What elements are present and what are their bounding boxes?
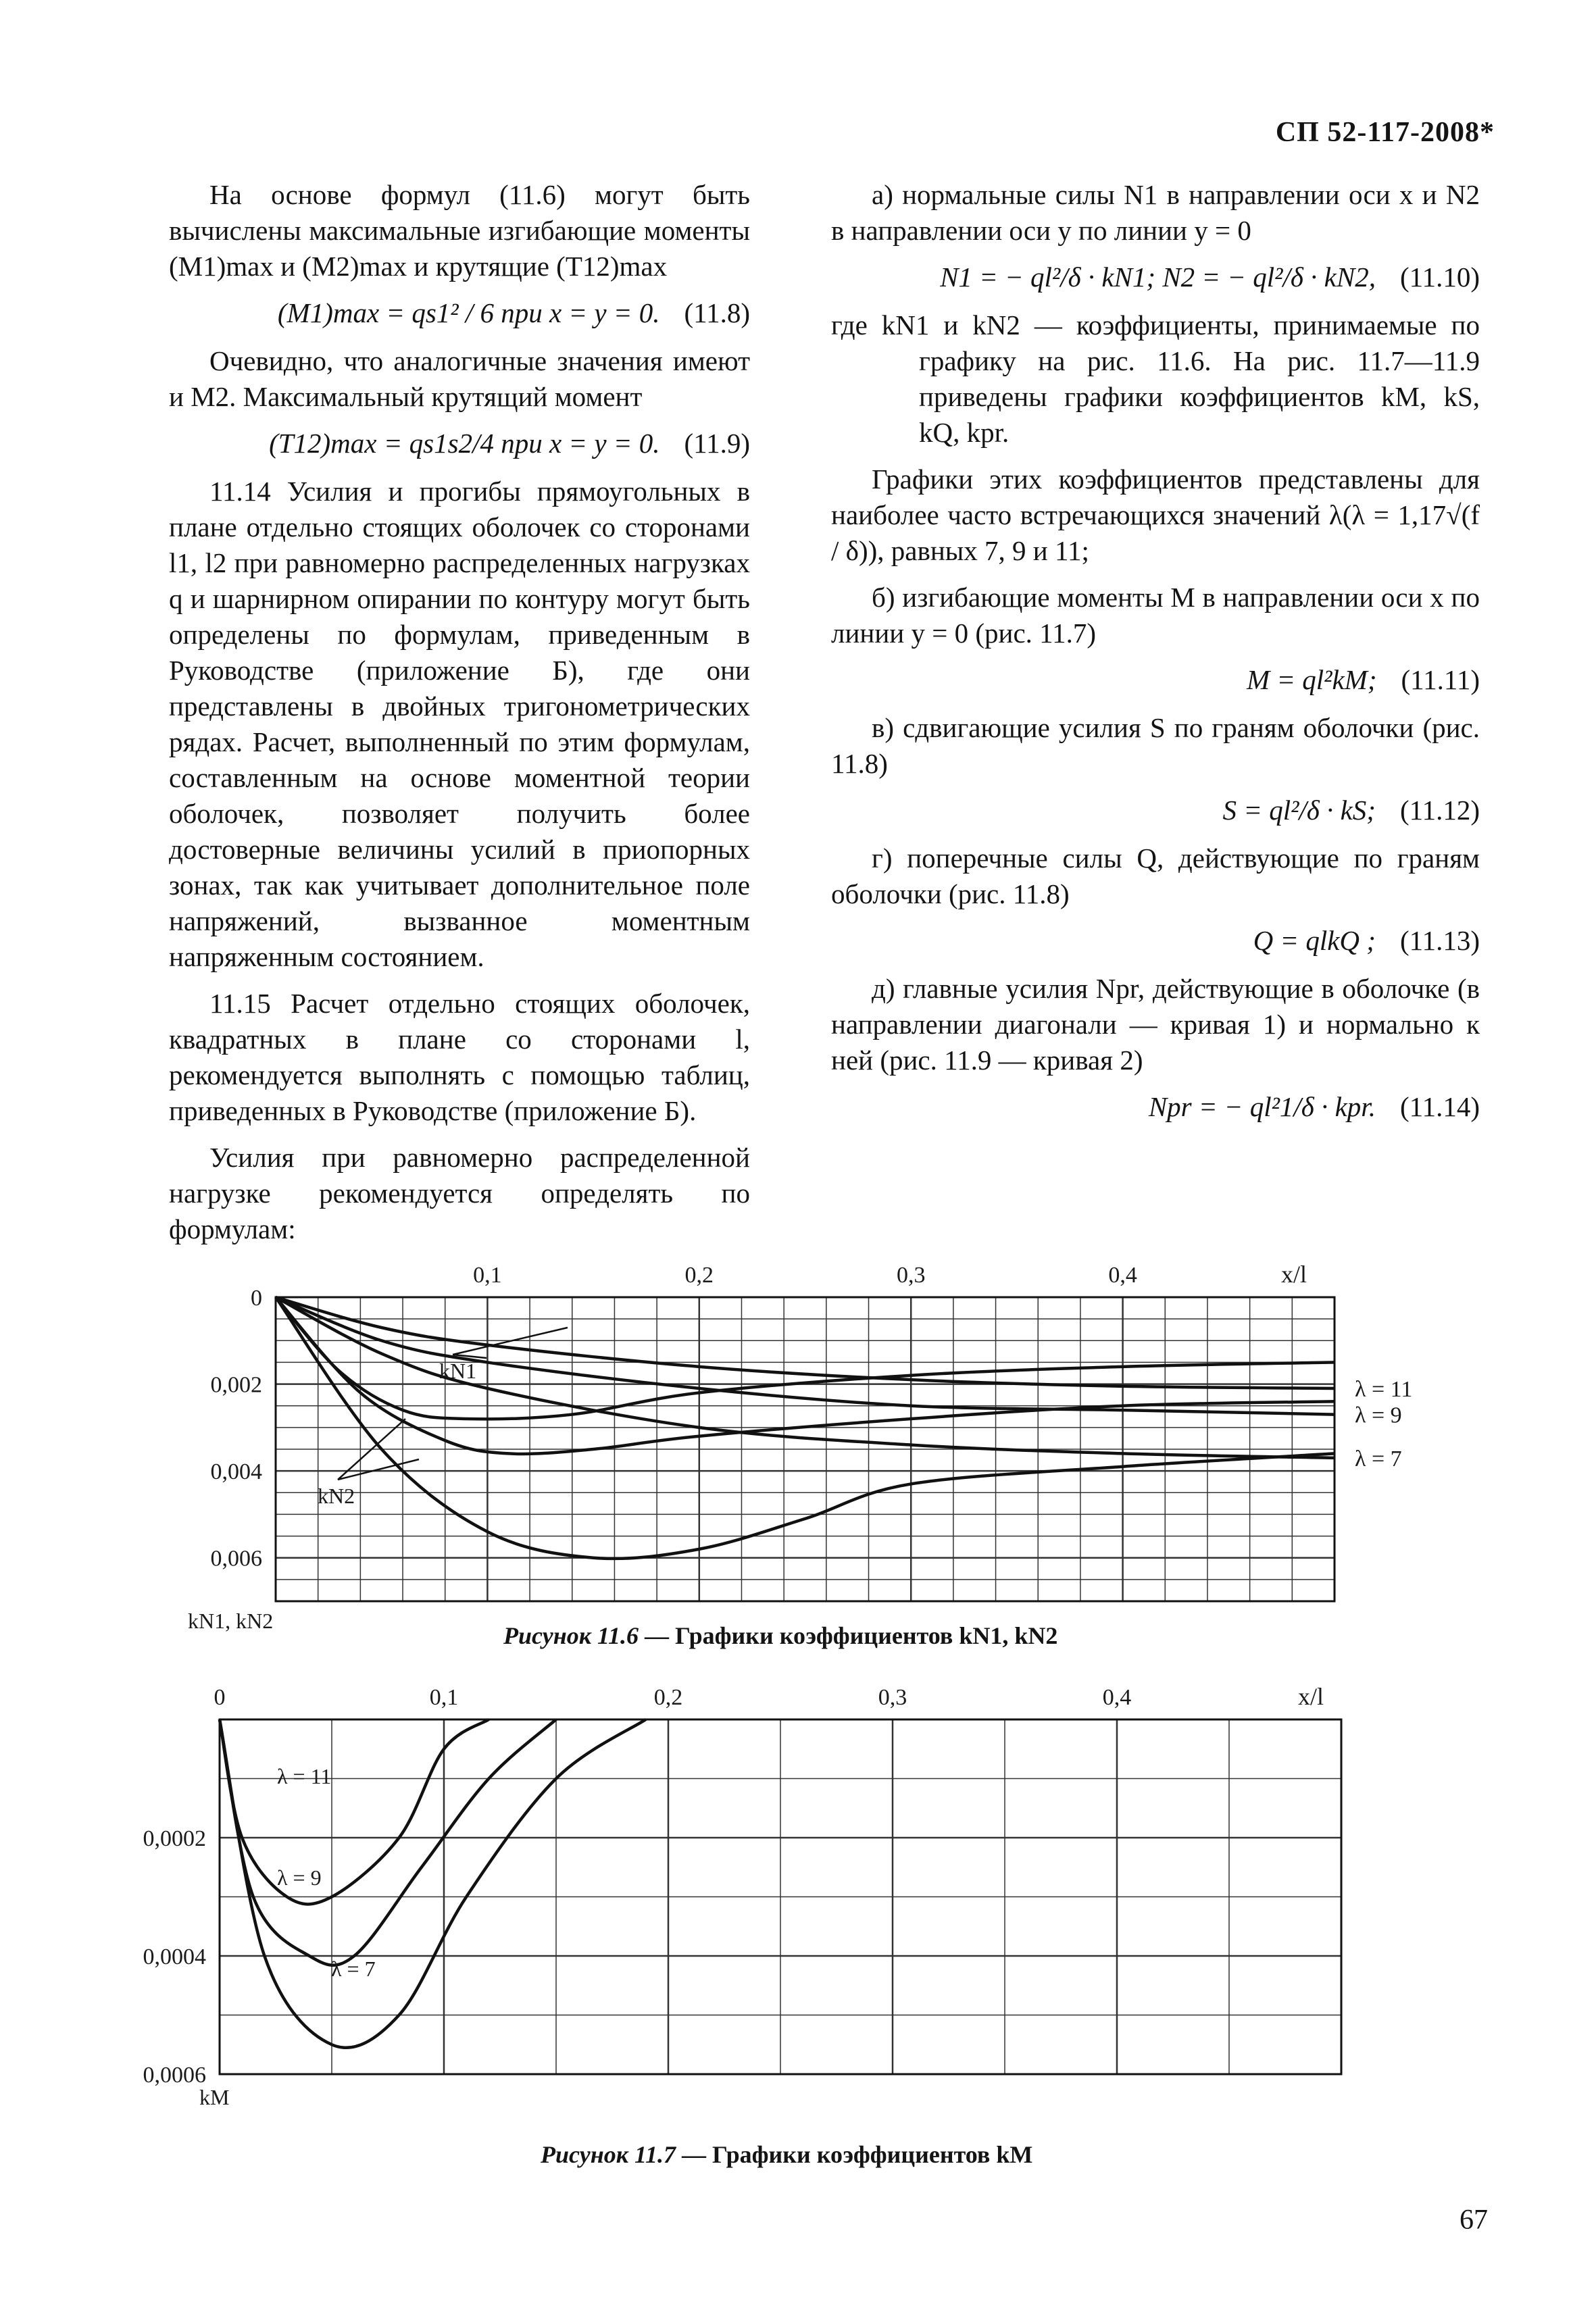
paragraph: Графики этих коэффициентов представлены для наиболее часто встречающихся значений λ(λ = 1,17√(f / δ)), равных 7, 9 и 11; (831, 463, 1480, 566)
series-line (220, 1719, 556, 1965)
paragraph: Усилия при равномерно распределенной нагрузке рекомендуется определять по формулам: (169, 1142, 750, 1244)
y-tick-label: 0 (251, 1286, 262, 1311)
formula-11-14: Npr = − ql²1/δ · kpr. (11.14) (1148, 1091, 1480, 1122)
paragraph-11-14: 11.14 Усилия и прогибы прямоугольных в плане отдельно стоящих оболочек со сторонами l1, l2 при равномерно распределенных нагрузках q и шарнирном опирании по контуру могут быть определены по формулам, приведенным в Руководстве (приложение Б), где они представлены в двойных тригонометрических рядах. Расчет, выполненный по этим формулам, составленным на основе моментной теории оболочек, позволяет получить более достоверные величины усилий в приопорных зонах, так как учитывает дополнительное поле напряжений, вызванное моментным напряженным состоянием. (169, 476, 750, 972)
figure-11-7-chart (143, 1683, 1342, 2109)
x-tick-label: 0,2 (653, 1685, 683, 1710)
figure-11-6-chart (188, 1261, 1412, 1633)
annotation-kN1: kN1 (439, 1359, 477, 1383)
item-b: б) изгибающие моменты M в направлении оси x по линии y = 0 (рис. 11.7) (831, 582, 1480, 649)
where-text: где kN1 и kN2 — коэффициенты, принимаемые по графику на рис. 11.6. На рис. 11.7—11.9 приведены графики коэффициентов kM, kS, kQ, kpr. (831, 309, 1480, 448)
y-axis-label: kM (199, 2085, 230, 2109)
y-tick-label: 0,004 (210, 1459, 262, 1485)
formula-11-8: (M1)max = qs1² / 6 при x = y = 0. (11.8) (277, 297, 750, 328)
formula-11-9: (T12)max = qs1s2/4 при x = y = 0. (11.9) (269, 428, 750, 459)
paragraph: Очевидно, что аналогичные значения имеют и M2. Максимальный крутящий момент (169, 345, 750, 412)
x-axis-label: x/l (1297, 1683, 1324, 1710)
x-axis-label: x/l (1280, 1261, 1307, 1288)
y-tick-label: 0,0002 (143, 1826, 206, 1851)
formula-11-12: S = ql²/δ · kS; (11.12) (1222, 795, 1480, 826)
figure-11-6-caption: Рисунок 11.6 — Графики коэффициентов kN1, kN2 (503, 1622, 1058, 1649)
y-tick-label: 0,0006 (143, 2063, 206, 2088)
y-tick-label: 0,0004 (143, 1944, 206, 1969)
y-axis-label: kN1, kN2 (188, 1609, 274, 1633)
y-tick-label: 0,002 (210, 1372, 262, 1398)
formula-11-10: N1 = − ql²/δ · kN1; N2 = − ql²/δ · kN2, (11.10) (940, 261, 1480, 293)
x-tick-label: 0,2 (684, 1263, 714, 1288)
formula-11-13: Q = qlkQ ; (11.13) (1253, 925, 1480, 956)
page-number: 67 (1460, 2205, 1488, 2236)
curve-label: λ = 11 (1355, 1377, 1413, 1402)
x-tick-label: 0,3 (896, 1263, 926, 1288)
series-line (276, 1297, 1335, 1415)
paragraph-11-15: 11.15 Расчет отдельно стоящих оболочек, квадратных в плане со сторонами l, рекомендуется выполнять с помощью таблиц, приведенных в Руководстве (приложение Б). (169, 988, 750, 1126)
item-a: а) нормальные силы N1 в направлении оси x и N2 в направлении оси y по линии y = 0 (831, 179, 1480, 246)
x-tick-label: 0,1 (429, 1685, 459, 1710)
item-v: в) сдвигающие усилия S по граням оболочки (рис. 11.8) (831, 712, 1480, 779)
document-code: СП 52-117-2008* (1275, 117, 1495, 148)
series-line (276, 1297, 1335, 1458)
curve-label: λ = 9 (277, 1865, 322, 1890)
x-tick-label: 0,1 (473, 1263, 502, 1288)
x-tick-label: 0,4 (1102, 1685, 1132, 1710)
paragraph: На основе формул (11.6) могут быть вычислены максимальные изгибающие моменты (M1)max и (M2)max и крутящие (T12)max (169, 179, 750, 282)
x-tick-label: 0 (214, 1685, 226, 1710)
annotation-kN2: kN2 (318, 1484, 355, 1508)
x-tick-label: 0,3 (878, 1685, 907, 1710)
y-tick-label: 0,006 (210, 1546, 262, 1571)
x-tick-label: 0,4 (1108, 1263, 1137, 1288)
curve-label: λ = 7 (331, 1957, 376, 1981)
formula-11-11: M = ql²kM; (11.11) (1246, 664, 1480, 695)
series-line (276, 1297, 1335, 1419)
curve-label: λ = 7 (1355, 1446, 1402, 1472)
curve-label: λ = 9 (1355, 1403, 1402, 1428)
series-line (220, 1719, 489, 1904)
figure-11-7-caption: Рисунок 11.7 — Графики коэффициентов kM (541, 2141, 1033, 2168)
item-d: д) главные усилия Npr, действующие в оболочке (в направлении диагонали — кривая 1) и нормально к ней (рис. 11.9 — кривая 2) (831, 973, 1480, 1076)
curve-label: λ = 11 (277, 1764, 332, 1788)
item-g: г) поперечные силы Q, действующие по граням оболочки (рис. 11.8) (831, 842, 1480, 909)
